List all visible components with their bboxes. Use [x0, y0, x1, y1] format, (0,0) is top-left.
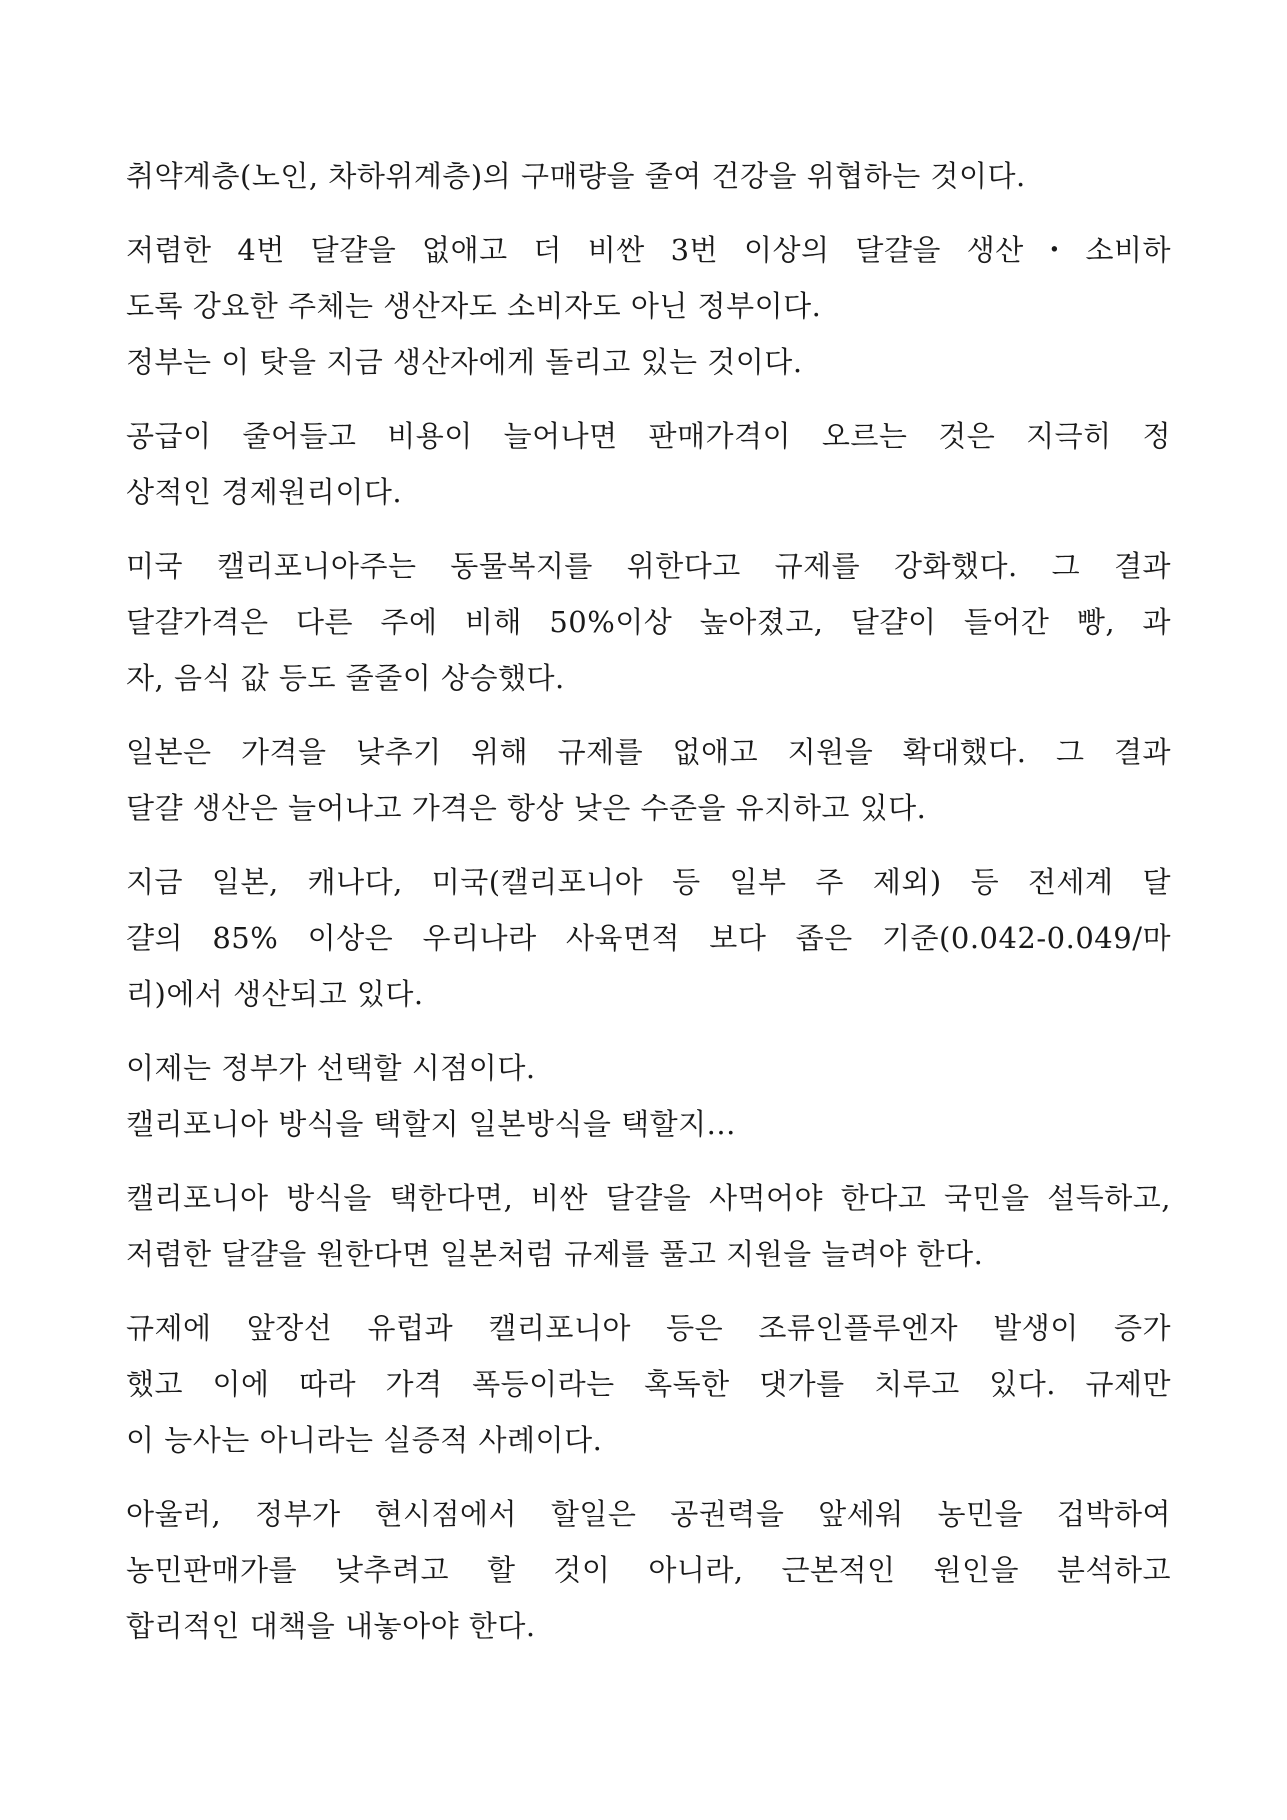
paragraph-line: 캘리포니아 방식을 택할지 일본방식을 택할지... [126, 1107, 736, 1141]
paragraph-line: 했고 이에 따라 가격 폭등이라는 혹독한 댓가를 치루고 있다. 규제만 [126, 1367, 1171, 1401]
paragraph-line: 농민판매가를 낮추려고 할 것이 아니라, 근본적인 원인을 분석하고 [126, 1553, 1171, 1587]
paragraph-3 [126, 408, 1171, 520]
paragraph-line: 일본은 가격을 낮추기 위해 규제를 없애고 지원을 확대했다. 그 결과 [126, 735, 1171, 769]
paragraph-line: 공급이 줄어들고 비용이 늘어나면 판매가격이 오르는 것은 지극히 정 [126, 419, 1171, 453]
paragraph-line: 상적인 경제원리이다. [126, 475, 403, 509]
paragraph-line: 도록 강요한 주체는 생산자도 소비자도 아닌 정부이다. [126, 289, 822, 323]
paragraph-line: 미국 캘리포니아주는 동물복지를 위한다고 규제를 강화했다. 그 결과 [126, 549, 1171, 583]
paragraph-10 [126, 1486, 1171, 1654]
paragraph-5 [126, 724, 1171, 836]
paragraph-line: 아울러, 정부가 현시점에서 할일은 공권력을 앞세워 농민을 겁박하여 [126, 1497, 1171, 1531]
paragraph-line: 달걀가격은 다른 주에 비해 50%이상 높아졌고, 달걀이 들어간 빵, 과 [126, 605, 1171, 639]
paragraph-line: 이제는 정부가 선택할 시점이다. [126, 1051, 536, 1085]
paragraph-1 [126, 148, 1171, 204]
paragraph-line: 자, 음식 값 등도 줄줄이 상승했다. [126, 661, 565, 695]
paragraph-line: 이 능사는 아니라는 실증적 사례이다. [126, 1423, 603, 1457]
paragraph-line: 합리적인 대책을 내놓아야 한다. [126, 1609, 536, 1643]
paragraph-line: 리)에서 생산되고 있다. [126, 977, 424, 1011]
paragraph-line: 취약계층(노인, 차하위계층)의 구매량을 줄여 건강을 위협하는 것이다. [126, 159, 1026, 193]
paragraph-8 [126, 1170, 1171, 1282]
paragraph-line: 저렴한 4번 달걀을 없애고 더 비싼 3번 이상의 달걀을 생산・소비하 [126, 233, 1171, 267]
paragraph-line: 정부는 이 탓을 지금 생산자에게 돌리고 있는 것이다. [126, 345, 803, 379]
paragraph-line: 달걀 생산은 늘어나고 가격은 항상 낮은 수준을 유지하고 있다. [126, 791, 927, 825]
document-body [126, 148, 1171, 1672]
paragraph-9 [126, 1300, 1171, 1468]
paragraph-line: 걀의 85% 이상은 우리나라 사육면적 보다 좁은 기준(0.042-0.049/마 [126, 921, 1171, 955]
paragraph-6 [126, 854, 1171, 1022]
paragraph-7 [126, 1040, 1171, 1152]
paragraph-line: 캘리포니아 방식을 택한다면, 비싼 달걀을 사먹어야 한다고 국민을 설득하고, [126, 1181, 1171, 1215]
paragraph-4 [126, 538, 1171, 706]
paragraph-line: 저렴한 달걀을 원한다면 일본처럼 규제를 풀고 지원을 늘려야 한다. [126, 1237, 984, 1271]
paragraph-line: 규제에 앞장선 유럽과 캘리포니아 등은 조류인플루엔자 발생이 증가 [126, 1311, 1171, 1345]
paragraph-2 [126, 222, 1171, 390]
paragraph-line: 지금 일본, 캐나다, 미국(캘리포니아 등 일부 주 제외) 등 전세계 달 [126, 865, 1171, 899]
